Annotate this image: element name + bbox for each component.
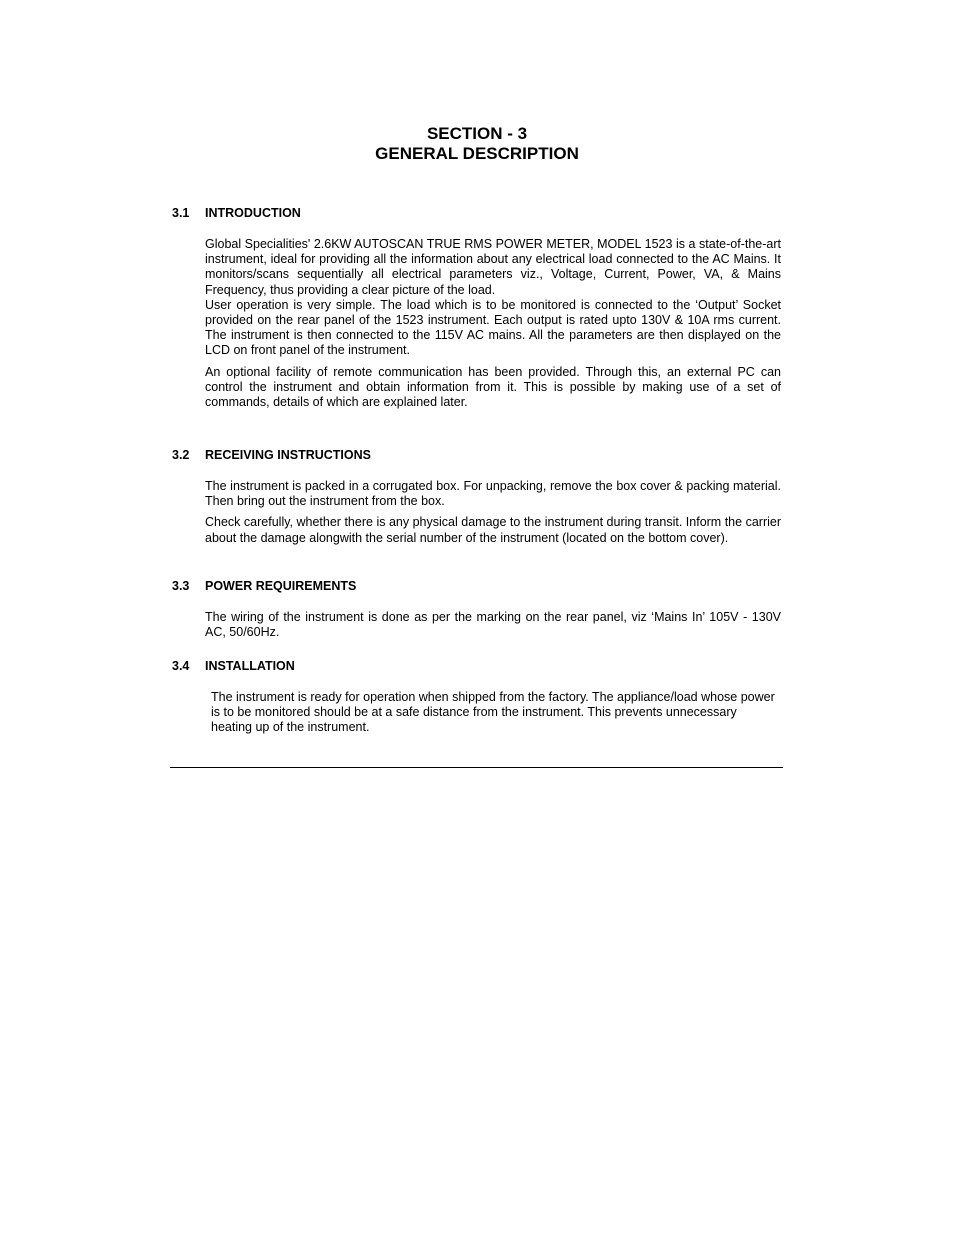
section-label: SECTION - 3: [426, 124, 528, 143]
paragraph: The instrument is packed in a corrugated box. For unpacking, remove the box cover & packing material. Then bring out the instrument from the box.: [205, 479, 781, 509]
section-power-requirements: [172, 579, 784, 646]
paragraph: The wiring of the instrument is done as per the marking on the rear panel, viz ‘Mains In’ 105V - 130V AC, 50/60Hz.: [205, 610, 781, 640]
section-number: 3.1: [172, 206, 190, 220]
section-heading: [172, 579, 784, 594]
section-receiving-instructions: [172, 448, 784, 552]
section-heading: [172, 206, 784, 221]
section-title: POWER REQUIREMENTS: [205, 579, 357, 593]
section-heading: [172, 659, 784, 674]
horizontal-rule: [170, 767, 783, 768]
paragraph: User operation is very simple. The load which is to be monitored is connected to the ‘Output’ Socket provided on the rear panel of the 1523 instrument. Each output is rated upto 130V & 10A rms current. The instrument is then connected to the 115V AC mains. All the parameters are then displayed on the LCD on front panel of the instrument.: [205, 297, 781, 358]
section-body: [205, 610, 781, 640]
section-title: RECEIVING INSTRUCTIONS: [205, 448, 371, 462]
section-introduction: [172, 206, 784, 416]
section-installation: [172, 659, 784, 742]
page-title: [0, 124, 954, 164]
section-number: 3.3: [172, 579, 190, 593]
paragraph: The instrument is ready for operation when shipped from the factory. The appliance/load whose power is to be monitored should be at a safe distance from the instrument. This prevents unnecessary heating up of the instrument.: [211, 690, 775, 735]
section-title: INSTALLATION: [205, 659, 295, 673]
section-body: [211, 690, 781, 736]
section-body: [205, 479, 781, 546]
paragraph: Check carefully, whether there is any physical damage to the instrument during transit. Inform the carrier about the damage alongwith the serial number of the instrument (located on the bottom cover).: [205, 515, 781, 545]
section-heading: [172, 448, 784, 463]
section-number: 3.4: [172, 659, 190, 673]
section-number: 3.2: [172, 448, 190, 462]
paragraph: An optional facility of remote communication has been provided. Through this, an external PC can control the instrument and obtain information from it. This is possible by making use of a set of commands, details of which are explained later.: [205, 364, 781, 410]
section-heading-title: GENERAL DESCRIPTION: [375, 144, 579, 163]
section-title: INTRODUCTION: [205, 206, 301, 220]
section-body: [205, 237, 781, 410]
paragraph: Global Specialities' 2.6KW AUTOSCAN TRUE RMS POWER METER, MODEL 1523 is a state-of-the-art instrument, ideal for providing all the information about any electrical load connected to the AC Mains. It monitors/scans sequentially all electrical parameters viz., Voltage, Current, Power, VA, & Mains Frequency, thus providing a clear picture of the load.: [205, 237, 781, 297]
